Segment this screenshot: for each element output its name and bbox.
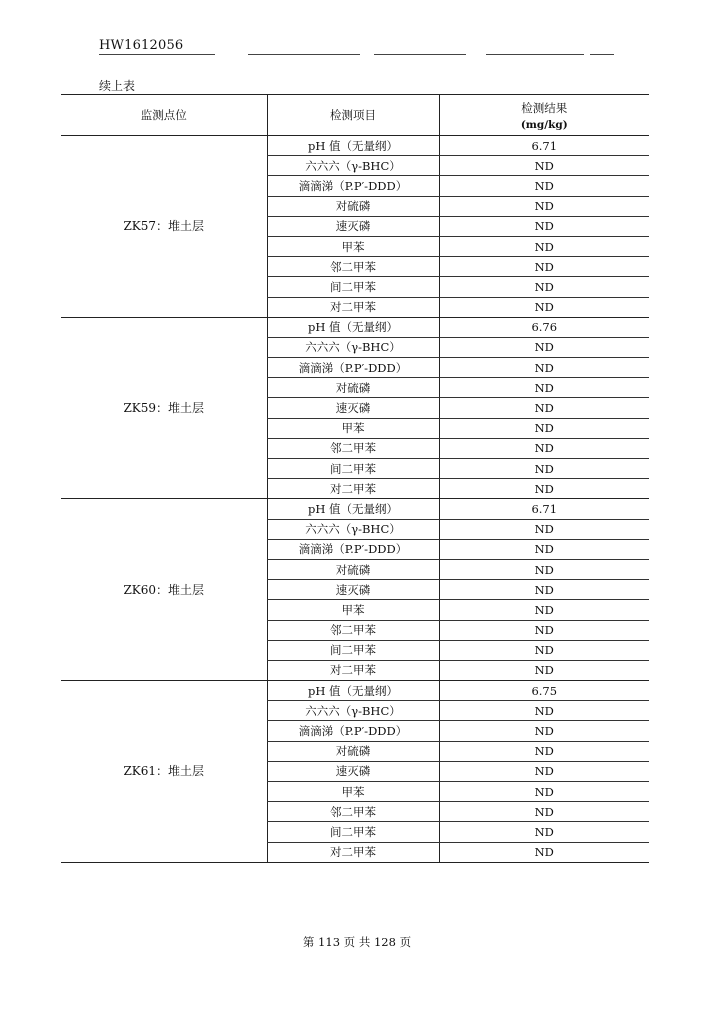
test-item-cell: pH 值（无量纲） [267, 499, 439, 519]
header-rule [248, 54, 360, 55]
result-value-cell: 6.71 [439, 136, 649, 156]
header-rule [590, 54, 614, 55]
test-item-cell: 对硫磷 [267, 378, 439, 398]
test-item-cell: 六六六（γ-BHC） [267, 701, 439, 721]
test-item-cell: 甲苯 [267, 236, 439, 256]
result-value-cell: ND [439, 761, 649, 781]
test-item-cell: pH 值（无量纲） [267, 136, 439, 156]
table-row [61, 499, 649, 519]
header-rule [99, 54, 215, 55]
test-item-cell: 间二甲苯 [267, 459, 439, 479]
result-value-cell: ND [439, 257, 649, 277]
column-header-point: 监测点位 [61, 95, 267, 136]
result-value-cell: 6.75 [439, 681, 649, 701]
test-item-cell: 速灭磷 [267, 216, 439, 236]
test-item-cell: 对二甲苯 [267, 842, 439, 862]
page-number: 第 113 页 共 128 页 [302, 935, 412, 949]
result-value-cell: ND [439, 378, 649, 398]
result-value-cell: ND [439, 176, 649, 196]
result-value-cell: ND [439, 802, 649, 822]
monitoring-point-cell: ZK60：堆土层 [61, 499, 267, 681]
column-header-result-label: 检测结果 [521, 100, 568, 115]
table-header-row [61, 95, 649, 136]
result-value-cell: ND [439, 216, 649, 236]
table-row [61, 136, 649, 156]
result-value-cell: ND [439, 842, 649, 862]
test-item-cell: 六六六（γ-BHC） [267, 156, 439, 176]
result-value-cell: ND [439, 398, 649, 418]
test-item-cell: 甲苯 [267, 782, 439, 802]
monitoring-point-cell: ZK59：堆土层 [61, 317, 267, 499]
test-item-cell: 滴滴涕（P.P′-DDD） [267, 539, 439, 559]
result-value-cell: ND [439, 600, 649, 620]
monitoring-point-cell: ZK61：堆土层 [61, 681, 267, 863]
column-header-result [439, 95, 649, 136]
result-value-cell: ND [439, 459, 649, 479]
test-item-cell: 甲苯 [267, 600, 439, 620]
test-item-cell: 滴滴涕（P.P′-DDD） [267, 721, 439, 741]
result-value-cell: ND [439, 539, 649, 559]
result-value-cell: 6.76 [439, 317, 649, 337]
test-item-cell: 间二甲苯 [267, 640, 439, 660]
continued-label: 续上表 [99, 79, 136, 93]
test-item-cell: 六六六（γ-BHC） [267, 519, 439, 539]
result-value-cell: ND [439, 822, 649, 842]
result-value-cell: ND [439, 337, 649, 357]
result-value-cell: ND [439, 620, 649, 640]
test-item-cell: 邻二甲苯 [267, 257, 439, 277]
report-id: HW1612056 [99, 38, 184, 53]
test-item-cell: 间二甲苯 [267, 277, 439, 297]
result-value-cell: ND [439, 782, 649, 802]
column-header-unit: (mg/kg) [520, 118, 568, 131]
result-value-cell: 6.71 [439, 499, 649, 519]
test-item-cell: 滴滴涕（P.P′-DDD） [267, 358, 439, 378]
result-value-cell: ND [439, 660, 649, 680]
header-rule [486, 54, 584, 55]
test-item-cell: 对二甲苯 [267, 660, 439, 680]
test-item-cell: pH 值（无量纲） [267, 681, 439, 701]
test-item-cell: 对硫磷 [267, 196, 439, 216]
result-value-cell: ND [439, 297, 649, 317]
test-item-cell: pH 值（无量纲） [267, 317, 439, 337]
test-item-cell: 速灭磷 [267, 580, 439, 600]
result-value-cell: ND [439, 236, 649, 256]
result-value-cell: ND [439, 721, 649, 741]
result-value-cell: ND [439, 519, 649, 539]
test-item-cell: 速灭磷 [267, 761, 439, 781]
result-value-cell: ND [439, 479, 649, 499]
test-item-cell: 对硫磷 [267, 741, 439, 761]
result-value-cell: ND [439, 196, 649, 216]
header-rule [374, 54, 466, 55]
result-value-cell: ND [439, 559, 649, 579]
result-value-cell: ND [439, 438, 649, 458]
test-item-cell: 对硫磷 [267, 559, 439, 579]
test-item-cell: 邻二甲苯 [267, 802, 439, 822]
result-value-cell: ND [439, 156, 649, 176]
result-value-cell: ND [439, 701, 649, 721]
column-header-item: 检测项目 [267, 95, 439, 136]
result-value-cell: ND [439, 418, 649, 438]
table-row [61, 681, 649, 701]
test-item-cell: 滴滴涕（P.P′-DDD） [267, 176, 439, 196]
result-value-cell: ND [439, 277, 649, 297]
test-item-cell: 甲苯 [267, 418, 439, 438]
result-value-cell: ND [439, 358, 649, 378]
test-item-cell: 对二甲苯 [267, 479, 439, 499]
test-item-cell: 邻二甲苯 [267, 438, 439, 458]
test-item-cell: 速灭磷 [267, 398, 439, 418]
results-table [61, 94, 649, 863]
test-item-cell: 邻二甲苯 [267, 620, 439, 640]
table-row [61, 317, 649, 337]
table-body [61, 136, 649, 863]
result-value-cell: ND [439, 741, 649, 761]
test-item-cell: 间二甲苯 [267, 822, 439, 842]
result-value-cell: ND [439, 580, 649, 600]
test-item-cell: 六六六（γ-BHC） [267, 337, 439, 357]
test-item-cell: 对二甲苯 [267, 297, 439, 317]
monitoring-point-cell: ZK57：堆土层 [61, 136, 267, 318]
result-value-cell: ND [439, 640, 649, 660]
